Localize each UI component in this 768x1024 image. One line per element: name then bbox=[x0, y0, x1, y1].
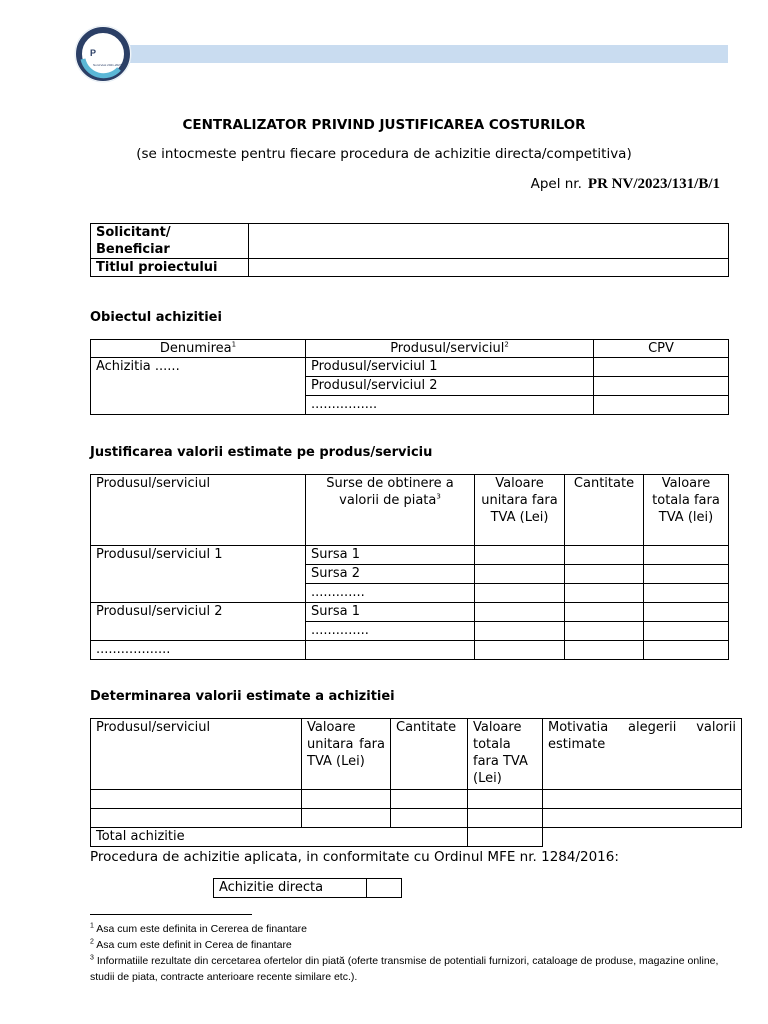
section-title-obiect: Obiectul achizitiei bbox=[90, 310, 222, 325]
total-cell[interactable] bbox=[644, 565, 729, 584]
footnote: $^1$ Asa cum este definita in Cererea de finantare bbox=[90, 922, 307, 935]
justificare-product: .................. bbox=[91, 641, 306, 660]
determinare-table bbox=[90, 718, 742, 847]
total-cell[interactable] bbox=[468, 809, 543, 828]
qty-cell[interactable] bbox=[565, 546, 644, 565]
qty-cell[interactable] bbox=[391, 809, 468, 828]
qty-cell[interactable] bbox=[391, 790, 468, 809]
svg-text:P: P bbox=[90, 48, 97, 58]
section-title-determinare: Determinarea valorii estimate a achizitiei bbox=[90, 689, 395, 704]
obiect-denumire: Achizitia ...... bbox=[91, 358, 306, 415]
total-cell[interactable] bbox=[644, 546, 729, 565]
total-cell[interactable] bbox=[644, 622, 729, 641]
qty-cell[interactable] bbox=[565, 641, 644, 660]
determinare-header-motivatia: Motivatia alegerii valorii estimate bbox=[543, 719, 742, 790]
obiect-cpv[interactable] bbox=[594, 396, 729, 415]
determinare-header-valoare-unitara: Valoare unitara fara TVA (Lei) bbox=[302, 719, 391, 790]
footnote: $^3$ Informatiile rezultate din cercetarea ofertelor din piată (oferte transmise de potentiali furnizori, cataloage de produse, magazine online, studii de piata, contracte anterioare recente similare etc.). bbox=[90, 954, 719, 983]
procedura-text: Procedura de achizitie aplicata, in conformitate cu Ordinul MFE nr. 1284/2016: bbox=[90, 849, 619, 865]
value-cell[interactable] bbox=[475, 641, 565, 660]
applicant-table bbox=[90, 223, 729, 277]
procedura-option-label: Achizitie directa bbox=[214, 879, 367, 898]
applicant-label: Solicitant/ Beneficiar bbox=[91, 224, 249, 259]
project-title-value[interactable] bbox=[249, 259, 729, 277]
procedura-option-checkbox[interactable] bbox=[367, 879, 402, 898]
apel-line bbox=[531, 176, 720, 193]
total-achizitie-value[interactable] bbox=[468, 828, 543, 847]
apel-label: Apel nr. bbox=[530, 176, 582, 192]
svg-text:Nord-Vest 2021-2027: Nord-Vest 2021-2027 bbox=[93, 63, 122, 67]
total-cell[interactable] bbox=[644, 603, 729, 622]
applicant-value[interactable] bbox=[249, 224, 729, 259]
obiect-header-denumire: Denumirea$^1$ bbox=[91, 340, 306, 358]
footnote-separator bbox=[90, 914, 252, 915]
total-cell[interactable] bbox=[468, 790, 543, 809]
obiect-product: Produsul/serviciul 1 bbox=[306, 358, 594, 377]
obiect-header-produs: Produsul/serviciul$^2$ bbox=[306, 340, 594, 358]
value-cell[interactable] bbox=[475, 603, 565, 622]
qty-cell[interactable] bbox=[565, 622, 644, 641]
footnote: $^2$ Asa cum este definit in Cerea de finantare bbox=[90, 938, 292, 951]
determinare-header-valoare-totala: Valoare totala fara TVA (Lei) bbox=[468, 719, 543, 790]
value-cell[interactable] bbox=[475, 622, 565, 641]
section-title-justificare: Justificarea valorii estimate pe produs/serviciu bbox=[90, 445, 433, 460]
value-cell[interactable] bbox=[475, 565, 565, 584]
obiect-table bbox=[90, 339, 729, 415]
justificare-header-surse: Surse de obtinere a valorii de piata$^3$ bbox=[306, 475, 475, 546]
obiect-header-cpv: CPV bbox=[594, 340, 729, 358]
justificare-header-valoare-totala: Valoare totala fara TVA (lei) bbox=[644, 475, 729, 546]
procedura-option-table bbox=[213, 878, 402, 898]
program-logo bbox=[74, 25, 132, 83]
value-cell[interactable] bbox=[302, 809, 391, 828]
obiect-product: Produsul/serviciul 2 bbox=[306, 377, 594, 396]
justificare-header-cantitate: Cantitate bbox=[565, 475, 644, 546]
footnotes bbox=[90, 921, 730, 985]
total-achizitie-label: Total achizitie bbox=[91, 828, 468, 847]
product-cell[interactable] bbox=[91, 790, 302, 809]
obiect-cpv[interactable] bbox=[594, 377, 729, 396]
motivation-cell[interactable] bbox=[543, 790, 742, 809]
apel-number: PR NV/2023/131/B/1 bbox=[587, 176, 720, 192]
header-bar bbox=[92, 45, 728, 63]
justificare-source: Sursa 2 bbox=[306, 565, 475, 584]
justificare-source: Sursa 1 bbox=[306, 546, 475, 565]
motivation-cell[interactable] bbox=[543, 809, 742, 828]
justificare-product: Produsul/serviciul 1 bbox=[91, 546, 306, 603]
obiect-cpv[interactable] bbox=[594, 358, 729, 377]
value-cell[interactable] bbox=[302, 790, 391, 809]
value-cell[interactable] bbox=[475, 584, 565, 603]
qty-cell[interactable] bbox=[565, 603, 644, 622]
justificare-header-valoare-unitara: Valoare unitara fara TVA (Lei) bbox=[475, 475, 565, 546]
justificare-product: Produsul/serviciul 2 bbox=[91, 603, 306, 641]
justificare-source: ............. bbox=[306, 584, 475, 603]
source-cell[interactable] bbox=[306, 641, 475, 660]
value-cell[interactable] bbox=[475, 546, 565, 565]
obiect-product: ................ bbox=[306, 396, 594, 415]
justificare-header-produs: Produsul/serviciul bbox=[91, 475, 306, 546]
document-subtitle: (se intocmeste pentru fiecare procedura de achizitie directa/competitiva) bbox=[136, 146, 632, 162]
determinare-header-produs: Produsul/serviciul bbox=[91, 719, 302, 790]
project-title-label: Titlul proiectului bbox=[91, 259, 249, 277]
total-cell[interactable] bbox=[644, 584, 729, 603]
justificare-table bbox=[90, 474, 729, 660]
justificare-source: Sursa 1 bbox=[306, 603, 475, 622]
justificare-source: .............. bbox=[306, 622, 475, 641]
document-title: CENTRALIZATOR PRIVIND JUSTIFICAREA COSTURILOR bbox=[182, 117, 586, 133]
determinare-header-cantitate: Cantitate bbox=[391, 719, 468, 790]
qty-cell[interactable] bbox=[565, 584, 644, 603]
total-cell[interactable] bbox=[644, 641, 729, 660]
empty-cell bbox=[543, 828, 742, 847]
qty-cell[interactable] bbox=[565, 565, 644, 584]
product-cell[interactable] bbox=[91, 809, 302, 828]
